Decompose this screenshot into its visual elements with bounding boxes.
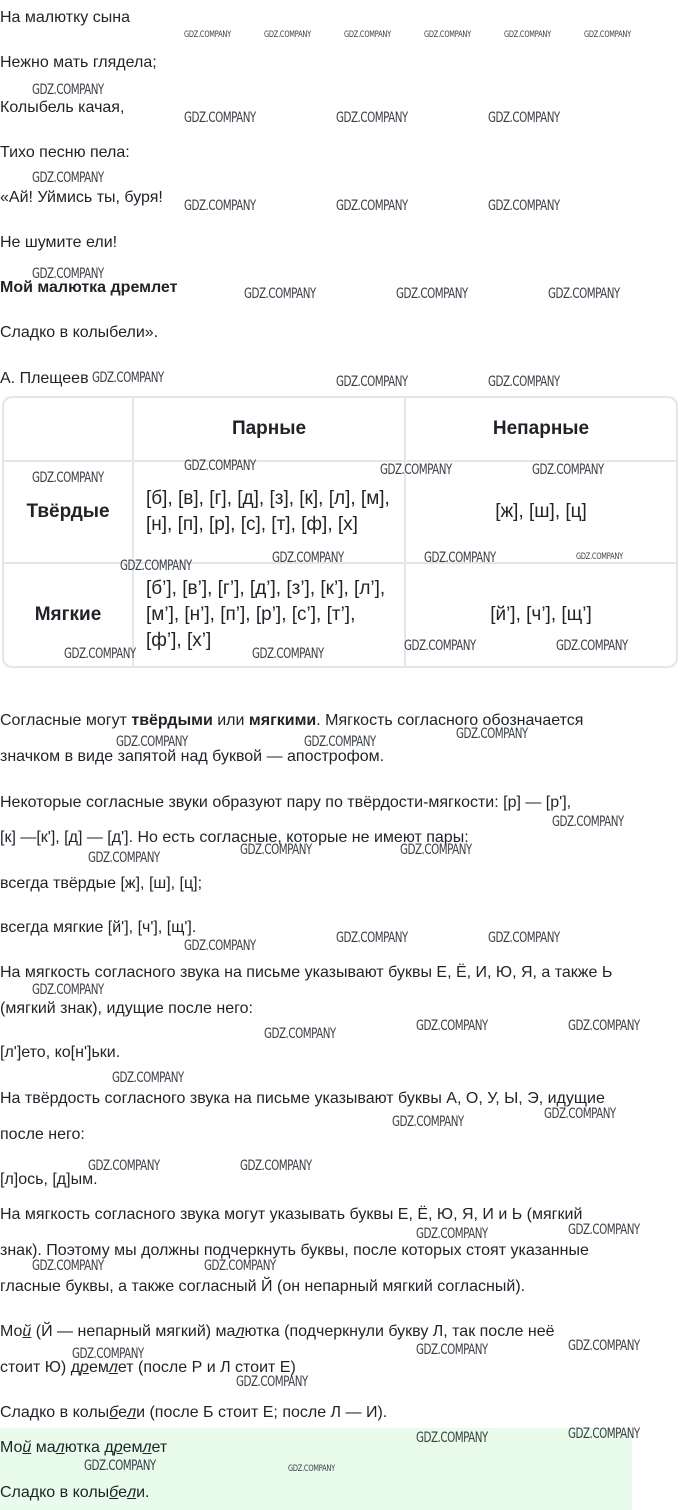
watermark: GDZ.COMPANY [184,30,231,40]
watermark: GDZ.COMPANY [64,646,136,662]
paragraph: гласные буквы, а также согласный Й (он непарный мягкий согласный). [0,1278,526,1295]
watermark: GDZ.COMPANY [32,266,104,282]
watermark: GDZ.COMPANY [532,462,604,478]
watermark: GDZ.COMPANY [112,1070,184,1086]
watermark: GDZ.COMPANY [548,286,620,302]
watermark: GDZ.COMPANY [236,1374,308,1390]
table-cell: [й’], [ч’], [щ’] [490,604,592,625]
poem-line: Нежно мать глядела; [0,54,157,71]
watermark: GDZ.COMPANY [568,1018,640,1034]
answer-line: Сладко в колыбели. [0,1484,150,1501]
watermark: GDZ.COMPANY [240,1158,312,1174]
watermark: GDZ.COMPANY [400,842,472,858]
paragraph: Согласные могут твёрдыми или мягкими. Мягкость согласного обозначается [0,712,584,729]
paragraph: знак). Поэтому мы должны подчеркнуть буквы, после которых стоят указанные [0,1242,589,1259]
paragraph: На мягкость согласного звука на письме указывают буквы Е, Ё, И, Ю, Я, а также Ь [0,964,613,981]
watermark: GDZ.COMPANY [32,82,104,98]
watermark: GDZ.COMPANY [184,458,256,474]
watermark: GDZ.COMPANY [72,1346,144,1362]
watermark: GDZ.COMPANY [252,646,324,662]
poem-author: А. Плещеев [0,370,89,387]
watermark: GDZ.COMPANY [120,558,192,574]
watermark: GDZ.COMPANY [184,198,256,214]
watermark: GDZ.COMPANY [504,30,551,40]
watermark: GDZ.COMPANY [272,550,344,566]
watermark: GDZ.COMPANY [204,1258,276,1274]
paragraph: На твёрдость согласного звука на письме указывают буквы А, О, У, Ы, Э, идущие [0,1090,605,1107]
watermark: GDZ.COMPANY [488,198,560,214]
watermark: GDZ.COMPANY [244,286,316,302]
watermark: GDZ.COMPANY [392,1114,464,1130]
paragraph: На мягкость согласного звука могут указывать буквы Е, Ё, Ю, Я, И и Ь (мягкий [0,1206,583,1223]
watermark: GDZ.COMPANY [84,1458,156,1474]
watermark: GDZ.COMPANY [416,1430,488,1446]
watermark: GDZ.COMPANY [424,30,471,40]
watermark: GDZ.COMPANY [576,552,623,562]
example-line: Сладко в колыбели (после Б стоит Е; после Л — И). [0,1404,388,1421]
paragraph: значком в виде запятой над буквой — апострофом. [0,748,385,765]
watermark: GDZ.COMPANY [416,1226,488,1242]
watermark: GDZ.COMPANY [336,930,408,946]
watermark: GDZ.COMPANY [116,734,188,750]
table-cell: [ж], [ш], [ц] [406,462,676,564]
watermark: GDZ.COMPANY [416,1018,488,1034]
watermark: GDZ.COMPANY [336,110,408,126]
paragraph: после него: [0,1126,85,1143]
watermark: GDZ.COMPANY [416,1342,488,1358]
watermark: GDZ.COMPANY [488,374,560,390]
watermark: GDZ.COMPANY [288,1464,335,1474]
poem-line: Сладко в колыбели». [0,324,159,341]
watermark: GDZ.COMPANY [92,370,164,386]
watermark: GDZ.COMPANY [424,550,496,566]
poem-line: «Ай! Уймись ты, буря! [0,189,163,206]
watermark: GDZ.COMPANY [264,1026,336,1042]
watermark: GDZ.COMPANY [32,470,104,486]
poem-line: Тихо песню пела: [0,144,130,161]
paragraph: всегда мягкие [й'], [ч'], [щ']. [0,919,197,936]
paragraph: (мягкий знак), идущие после него: [0,1000,253,1017]
watermark: GDZ.COMPANY [32,982,104,998]
table-header-paired: Парные [134,398,406,462]
watermark: GDZ.COMPANY [88,1158,160,1174]
watermark: GDZ.COMPANY [568,1426,640,1442]
watermark: GDZ.COMPANY [456,726,528,742]
poem-line: Мой малютка дремлет [0,279,178,296]
paragraph: [л]ось, [д]ым. [0,1171,98,1188]
watermark: GDZ.COMPANY [32,1258,104,1274]
consonants-table [2,396,678,668]
watermark: GDZ.COMPANY [32,170,104,186]
answer-line: Мой малютка дремлет [0,1439,168,1456]
watermark: GDZ.COMPANY [404,638,476,654]
poem-line: Не шумите ели! [0,234,118,251]
table-corner [4,398,134,462]
watermark: GDZ.COMPANY [380,462,452,478]
watermark: GDZ.COMPANY [556,638,628,654]
watermark: GDZ.COMPANY [184,110,256,126]
table-row-label: Твёрдые [4,462,134,564]
watermark: GDZ.COMPANY [344,30,391,40]
paragraph: всегда твёрдые [ж], [ш], [ц]; [0,875,203,892]
watermark: GDZ.COMPANY [396,286,468,302]
watermark: GDZ.COMPANY [304,734,376,750]
paragraph: [л']ето, ко[н']ьки. [0,1044,121,1061]
watermark: GDZ.COMPANY [184,938,256,954]
table-header-unpaired: Непарные [406,398,676,462]
example-line: Мой (Й — непарный мягкий) малютка (подчеркнули букву Л, так после неё [0,1323,555,1340]
watermark: GDZ.COMPANY [568,1222,640,1238]
watermark: GDZ.COMPANY [568,1338,640,1354]
watermark: GDZ.COMPANY [584,30,631,40]
watermark: GDZ.COMPANY [88,850,160,866]
poem-line: Колыбель качая, [0,99,125,116]
paragraph: [к] —[к'], [д] — [д']. Но есть согласные, которые не имеют пары: [0,829,469,846]
watermark: GDZ.COMPANY [336,374,408,390]
watermark: GDZ.COMPANY [336,198,408,214]
table-row-label: Мягкие [4,564,134,666]
watermark: GDZ.COMPANY [488,110,560,126]
watermark: GDZ.COMPANY [488,930,560,946]
watermark: GDZ.COMPANY [264,30,311,40]
table-cell: [б’], [в’], [г’], [д’], [з’], [к’], [л’], [м’], [н’], [п’], [р’], [с’], [т’], [ф’], [х’] [134,564,406,666]
watermark: GDZ.COMPANY [544,1106,616,1122]
paragraph: Некоторые согласные звуки образуют пару по твёрдости-мягкости: [р] — [р'], [0,794,572,811]
poem-line: На малютку сына [0,9,130,26]
watermark: GDZ.COMPANY [552,814,624,830]
example-line: стоит Ю) дремлет (после Р и Л стоит Е) [0,1359,296,1376]
table-cell: [б], [в], [г], [д], [з], [к], [л], [м], [н], [п], [р], [с], [т], [ф], [х] [134,462,406,564]
watermark: GDZ.COMPANY [240,842,312,858]
